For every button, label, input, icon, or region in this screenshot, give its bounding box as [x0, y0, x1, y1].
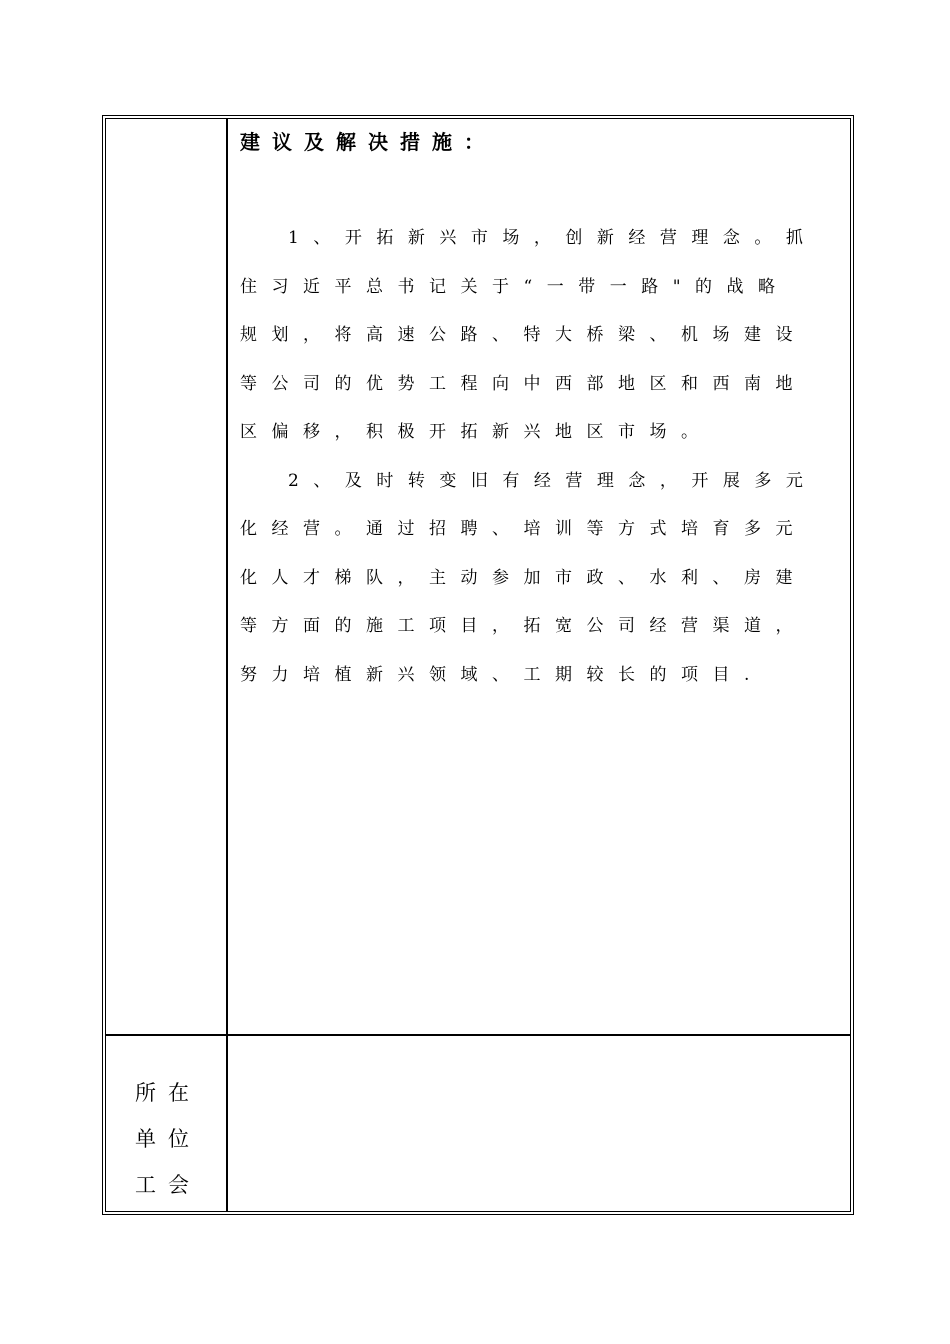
- paragraph-line: 区偏移，积极开拓新兴地区市场。: [240, 422, 713, 442]
- paragraph-line: 化人才梯队，主动参加市政、水利、房建: [240, 567, 807, 588]
- union-label: [135, 1070, 215, 1208]
- column-divider-top: [226, 118, 228, 1036]
- paragraph-line: 规划，将高速公路、特大桥梁、机场建设: [240, 325, 807, 345]
- paragraph-line: 等公司的优势工程向中西部地区和西南地: [240, 373, 807, 394]
- paragraph-line: 等方面的施工项目，拓宽公司经营渠道，: [240, 616, 807, 636]
- section-heading: 建议及解决措施：: [240, 130, 496, 154]
- union-label-line: 工会: [135, 1173, 201, 1197]
- column-divider-bottom: [226, 1036, 228, 1212]
- paragraph-line: 2、及时转变旧有经营理念，开展多元: [288, 470, 818, 491]
- union-label-line: 单位: [135, 1127, 201, 1151]
- paragraph-1: [240, 214, 828, 457]
- row-divider: [105, 1034, 851, 1036]
- suggestion-body: [240, 214, 828, 699]
- paragraph-2: [240, 457, 828, 700]
- paragraph-line: 1、开拓新兴市场，创新经营理念。抓: [288, 228, 818, 248]
- paragraph-line: 住习近平总书记关于“一带一路"的战略: [240, 276, 790, 297]
- paragraph-line: 化经营。通过招聘、培训等方式培育多元: [240, 519, 807, 539]
- union-label-line: 所在: [135, 1081, 201, 1105]
- paragraph-line: 努力培植新兴领域、工期较长的项目.: [240, 664, 764, 685]
